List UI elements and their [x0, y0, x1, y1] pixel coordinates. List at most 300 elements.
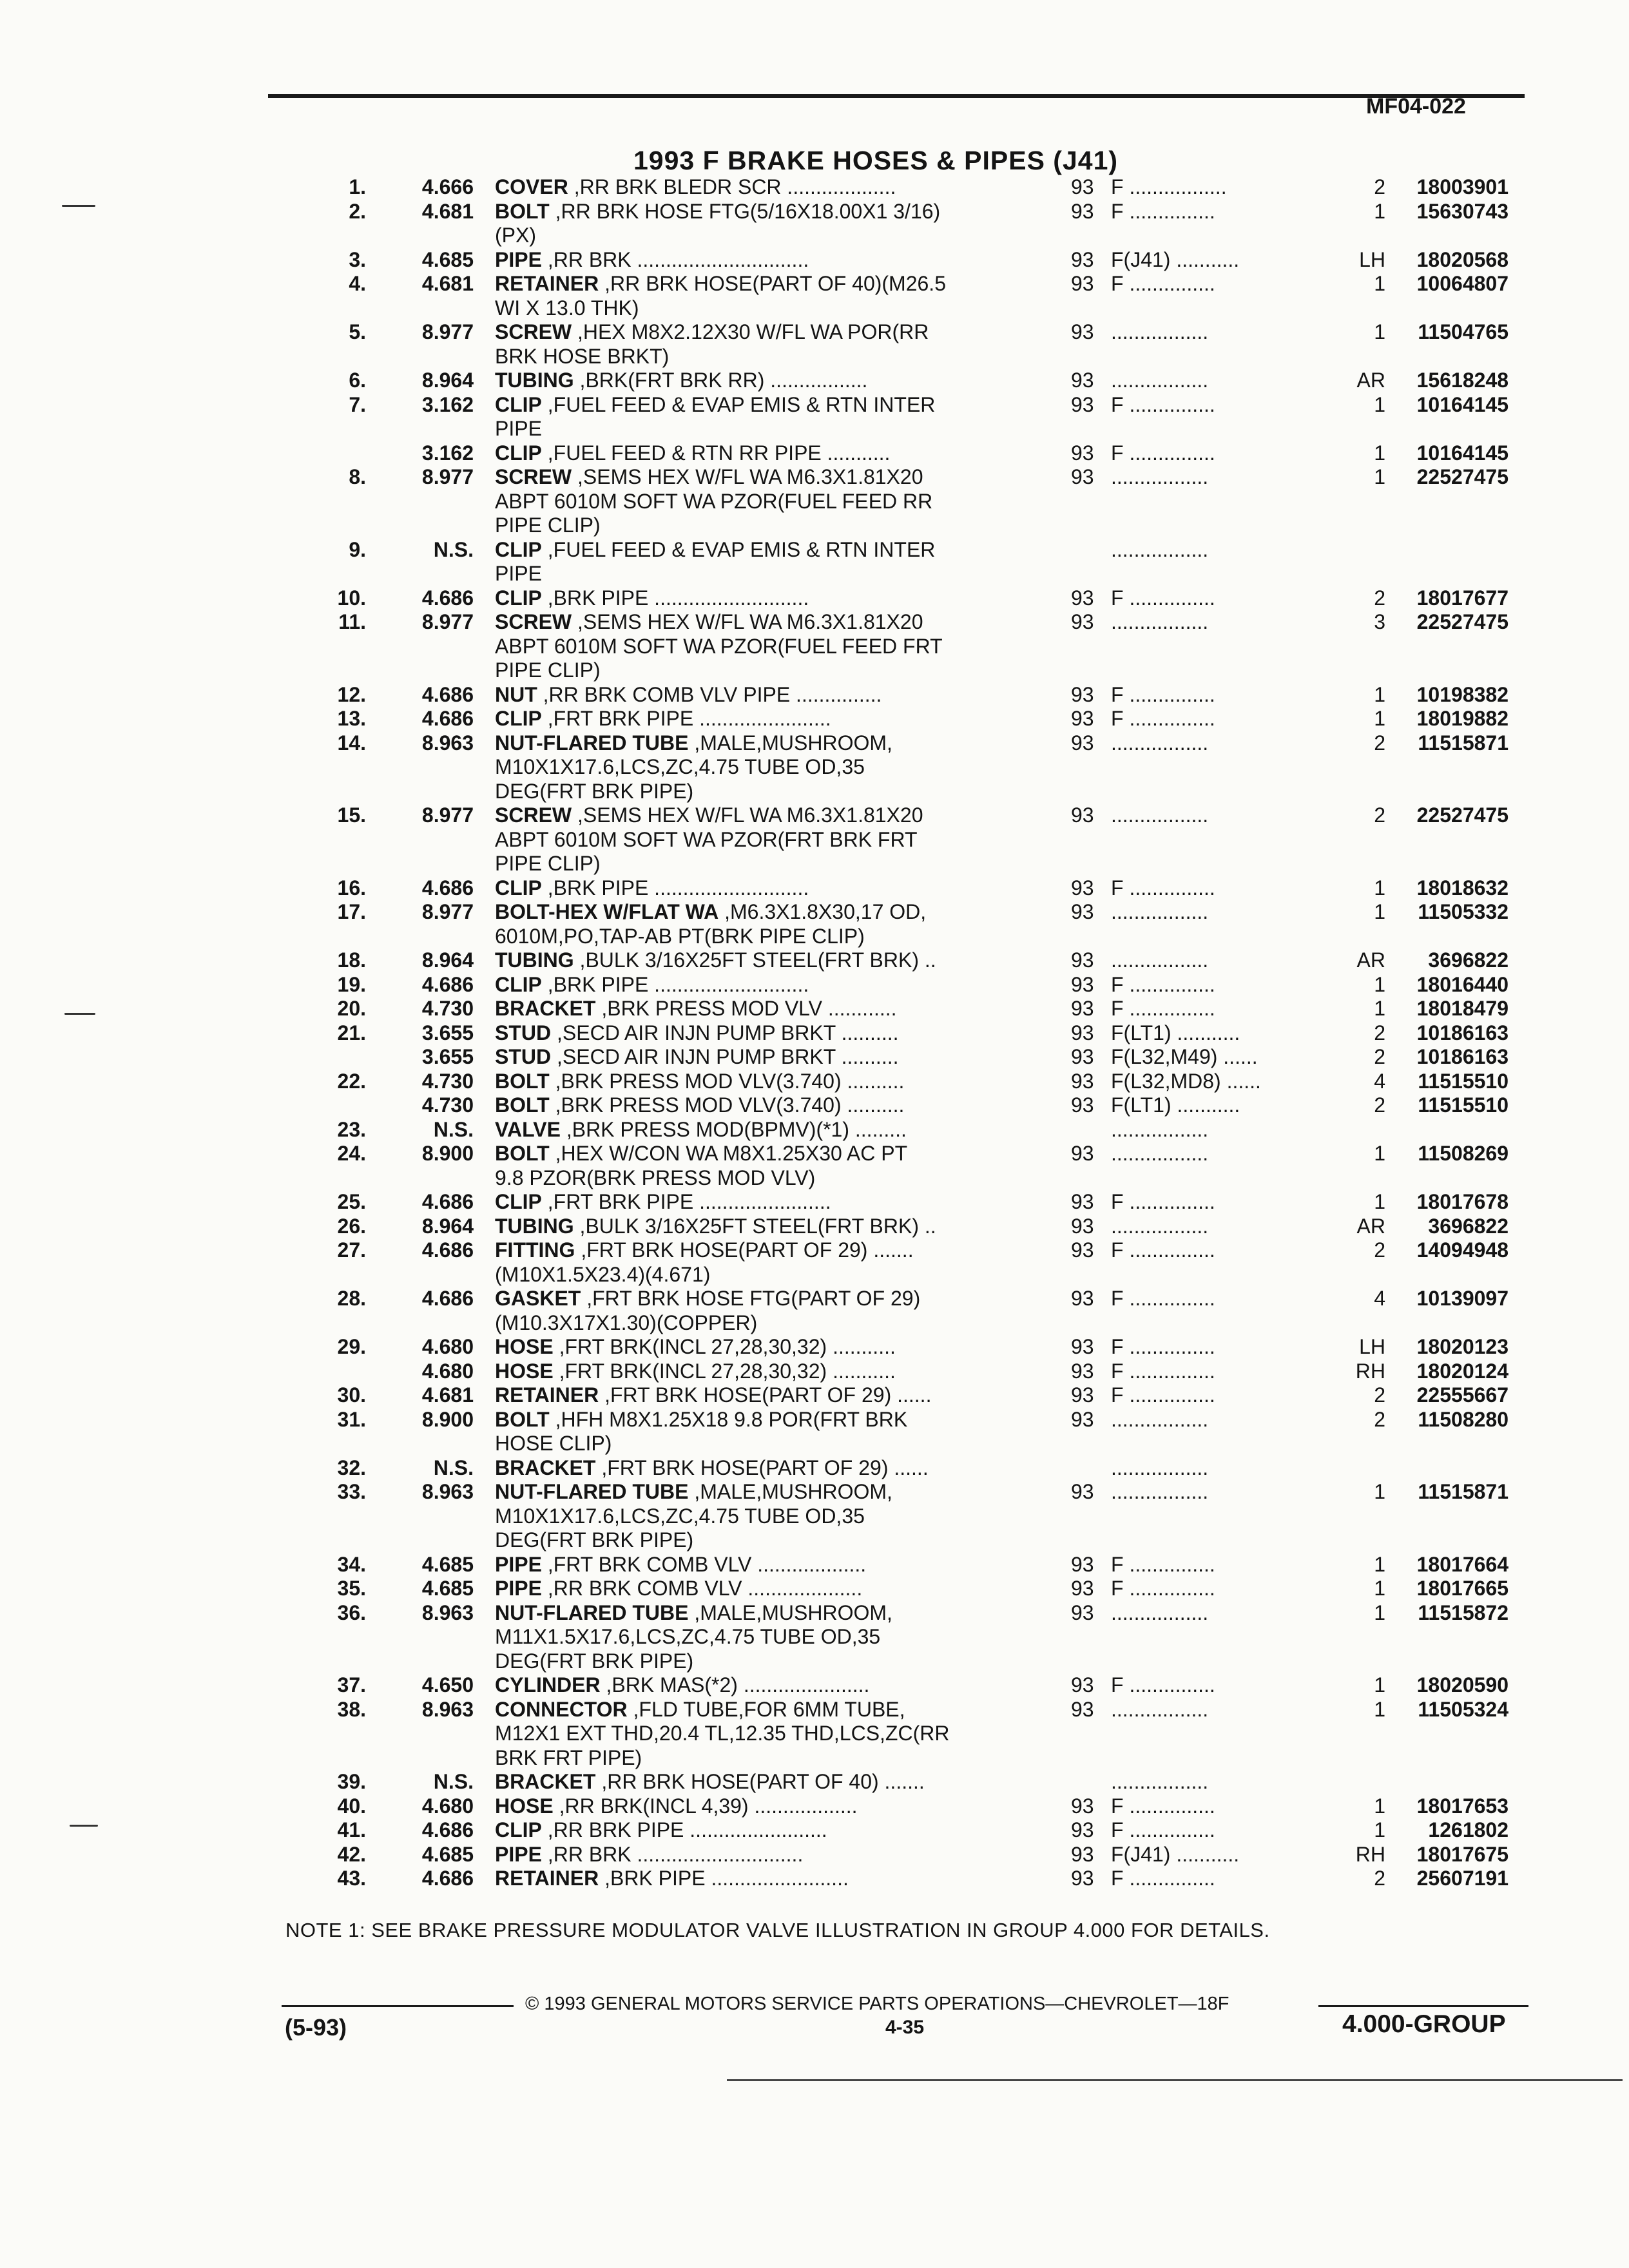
group-number: 3.162	[421, 441, 474, 465]
part-number: 10186163	[1416, 1021, 1509, 1044]
model-code: .................	[1111, 900, 1209, 923]
table-row	[0, 514, 1629, 538]
part-detail: ,BRK PRESS MOD VLV(3.740) ..........	[549, 1093, 905, 1117]
part-description	[495, 658, 601, 682]
part-description	[495, 417, 542, 441]
model-year: 93	[1071, 1867, 1094, 1890]
part-number: 11508280	[1418, 1407, 1509, 1431]
quantity: 1	[1374, 707, 1385, 730]
part-name: GASKET	[495, 1287, 581, 1310]
model-year: 93	[1071, 803, 1094, 827]
part-detail: ,BRK(FRT BRK RR) .................	[574, 369, 868, 392]
top-rule	[268, 94, 1525, 98]
item-number: 36.	[337, 1600, 366, 1624]
part-number: 11515510	[1418, 1093, 1509, 1117]
table-row	[0, 1528, 1629, 1553]
part-number: 10064807	[1416, 272, 1509, 295]
model-code: .................	[1111, 731, 1209, 754]
part-detail: BRK FRT PIPE)	[495, 1745, 642, 1769]
quantity: AR	[1356, 369, 1385, 392]
part-number: 10139097	[1416, 1287, 1509, 1310]
part-description	[495, 1360, 896, 1383]
model-code: F ...............	[1111, 682, 1215, 706]
model-year: 93	[1071, 1093, 1094, 1117]
model-code: .................	[1111, 1456, 1209, 1479]
part-description	[495, 1335, 896, 1359]
part-name: CLIP	[495, 876, 542, 899]
group-number: N.S.	[433, 1117, 474, 1141]
table-row	[0, 1093, 1629, 1118]
table-row	[0, 997, 1629, 1021]
item-number: 19.	[337, 972, 366, 996]
part-detail: ,SECD AIR INJN PUMP BRKT ..........	[551, 1021, 899, 1044]
table-row	[0, 1383, 1629, 1408]
part-detail: ,RR BRK(INCL 4,39) ..................	[553, 1794, 858, 1818]
quantity: 2	[1374, 1407, 1385, 1431]
quantity: 2	[1374, 1238, 1385, 1262]
quantity: 1	[1374, 1697, 1385, 1721]
part-description	[495, 1311, 757, 1335]
model-year: 93	[1071, 320, 1094, 343]
table-row	[0, 320, 1629, 345]
table-row	[0, 803, 1629, 828]
group-number: 8.977	[421, 803, 474, 827]
item-number: 26.	[337, 1214, 366, 1238]
part-description	[495, 707, 831, 731]
model-year: 93	[1071, 1045, 1094, 1068]
part-description	[495, 1215, 936, 1238]
part-description	[495, 1553, 866, 1577]
part-detail: ,FUEL FEED & RTN RR PIPE ...........	[541, 441, 891, 465]
part-detail: ,FUEL FEED & EVAP EMIS & RTN INTER	[541, 537, 936, 561]
part-number: 22527475	[1416, 803, 1509, 827]
part-description	[495, 1118, 907, 1142]
model-code: F ...............	[1111, 1552, 1215, 1576]
part-description	[495, 610, 923, 634]
item-number: 34.	[337, 1552, 366, 1576]
part-number: 18018479	[1416, 997, 1509, 1020]
quantity: 4	[1374, 1069, 1385, 1093]
group-number: 4.686	[421, 1238, 474, 1262]
date-code: (5-93)	[285, 2014, 347, 2041]
part-number: 11508269	[1418, 1142, 1509, 1165]
part-detail: ,HEX M8X2.12X30 W/FL WA POR(RR	[572, 320, 929, 343]
group-number: N.S.	[433, 537, 474, 561]
model-year: 93	[1071, 731, 1094, 754]
part-number: 10186163	[1416, 1045, 1509, 1068]
quantity: 1	[1374, 876, 1385, 899]
item-number: 37.	[337, 1673, 366, 1696]
table-row	[0, 731, 1629, 756]
table-row	[0, 1867, 1629, 1891]
part-description	[495, 538, 935, 562]
part-detail: ,RR BRK PIPE ........................	[541, 1818, 827, 1841]
part-name: NUT-FLARED TUBE	[495, 1600, 689, 1624]
part-detail: ABPT 6010M SOFT WA PZOR(FRT BRK FRT	[495, 827, 918, 851]
part-name: CLIP	[495, 537, 542, 561]
part-detail: BRK HOSE BRKT)	[495, 344, 670, 368]
part-detail: ,SEMS HEX W/FL WA M6.3X1.81X20	[572, 610, 923, 633]
group-number: 4.680	[421, 1794, 474, 1818]
part-description	[495, 780, 693, 803]
table-row	[0, 1408, 1629, 1432]
item-number: 4.	[349, 272, 366, 295]
quantity: 1	[1374, 1142, 1385, 1165]
part-detail: ,FRT BRK(INCL 27,28,30,32) ...........	[553, 1335, 896, 1358]
group-number: 4.681	[421, 199, 474, 223]
part-description	[495, 925, 865, 948]
item-number: 16.	[337, 876, 366, 899]
model-code: F ...............	[1111, 1577, 1215, 1600]
part-detail: ,BRK PRESS MOD VLV(3.740) ..........	[549, 1069, 905, 1093]
model-code: F ...............	[1111, 1190, 1215, 1213]
quantity: 3	[1374, 610, 1385, 633]
model-year: 93	[1071, 1697, 1094, 1721]
part-description	[495, 1867, 849, 1890]
model-year: 93	[1071, 441, 1094, 465]
part-description	[495, 465, 923, 489]
part-detail: ,BRK PIPE ...........................	[541, 876, 809, 899]
group-number: 4.686	[421, 876, 474, 899]
model-code: .................	[1111, 1117, 1209, 1141]
model-code: .................	[1111, 369, 1209, 392]
part-detail: ,RR BRK HOSE FTG(5/16X18.00X1 3/16)	[549, 199, 941, 223]
part-name: RETAINER	[495, 1867, 599, 1890]
part-description	[495, 1698, 905, 1722]
part-detail: ,RR BRK ..............................	[541, 247, 809, 271]
footnote: NOTE 1: SEE BRAKE PRESSURE MODULATOR VALVE ILLUSTRATION IN GROUP 4.000 FOR DETAILS.	[285, 1919, 1270, 1941]
part-name: CLIP	[495, 1818, 542, 1841]
table-row	[0, 852, 1629, 876]
part-detail: M10X1X17.6,LCS,ZC,4.75 TUBE OD,35	[495, 755, 865, 778]
model-code: F ...............	[1111, 1794, 1215, 1818]
table-row	[0, 1698, 1629, 1722]
table-row	[0, 610, 1629, 635]
model-year: 93	[1071, 1069, 1094, 1093]
footer-rule-left	[282, 2005, 514, 2007]
table-row	[0, 683, 1629, 707]
group-number: 4.685	[421, 1842, 474, 1866]
quantity: 2	[1374, 175, 1385, 198]
part-number: 10164145	[1416, 441, 1509, 465]
quantity: 2	[1374, 586, 1385, 610]
part-detail: ,FRT BRK HOSE(PART OF 29) .......	[575, 1238, 914, 1262]
table-row	[0, 1166, 1629, 1191]
group-number: 8.977	[421, 900, 474, 923]
part-detail: ,FUEL FEED & EVAP EMIS & RTN INTER	[541, 392, 936, 416]
part-detail: PIPE CLIP)	[495, 658, 601, 682]
parts-list	[0, 175, 1629, 1891]
item-number: 2.	[349, 199, 366, 223]
part-name: BRACKET	[495, 1456, 596, 1479]
part-name: CLIP	[495, 707, 542, 730]
model-year: 93	[1071, 1407, 1094, 1431]
model-year: 93	[1071, 997, 1094, 1020]
item-number: 9.	[349, 537, 366, 561]
group-number: 3.655	[421, 1045, 474, 1068]
model-code: .................	[1111, 1480, 1209, 1503]
group-number: 3.162	[421, 392, 474, 416]
table-row	[0, 1601, 1629, 1626]
quantity: 1	[1374, 1600, 1385, 1624]
group-number: 4.730	[421, 1069, 474, 1093]
model-year: 93	[1071, 465, 1094, 488]
table-row	[0, 876, 1629, 901]
part-description	[495, 997, 897, 1021]
model-year: 93	[1071, 1552, 1094, 1576]
model-code: F ...............	[1111, 1359, 1215, 1383]
part-description	[495, 852, 601, 876]
part-description	[495, 683, 882, 707]
model-year: 93	[1071, 1142, 1094, 1165]
part-detail: ,M6.3X1.8X30,17 OD,	[718, 900, 927, 923]
group-number: 4.650	[421, 1673, 474, 1696]
model-code: F ...............	[1111, 876, 1215, 899]
item-number: 1.	[349, 175, 366, 198]
group-number: 4.730	[421, 1093, 474, 1117]
part-description	[495, 1045, 898, 1069]
part-number: 11505332	[1418, 900, 1509, 923]
model-code: F .................	[1111, 175, 1227, 198]
model-year: 93	[1071, 1794, 1094, 1818]
table-row	[0, 490, 1629, 514]
table-row	[0, 1335, 1629, 1360]
part-description	[495, 1601, 892, 1625]
group-number: 4.685	[421, 247, 474, 271]
table-row	[0, 562, 1629, 586]
model-year: 93	[1071, 586, 1094, 610]
quantity: 1	[1374, 392, 1385, 416]
part-name: CLIP	[495, 586, 542, 610]
table-row	[0, 658, 1629, 683]
part-number: 18016440	[1416, 972, 1509, 996]
part-description	[495, 1456, 929, 1480]
table-row	[0, 973, 1629, 997]
quantity: RH	[1355, 1842, 1385, 1866]
part-name: SCREW	[495, 320, 572, 343]
part-description	[495, 1577, 862, 1600]
group-number: 4.680	[421, 1335, 474, 1358]
part-description	[495, 369, 867, 392]
part-description	[495, 490, 932, 514]
item-number: 27.	[337, 1238, 366, 1262]
part-detail: DEG(FRT BRK PIPE)	[495, 779, 694, 803]
item-number: 14.	[337, 731, 366, 754]
table-row	[0, 1649, 1629, 1674]
model-code: F ...............	[1111, 272, 1215, 295]
item-number: 24.	[337, 1142, 366, 1165]
part-detail: (M10.3X17X1.30)(COPPER)	[495, 1311, 758, 1334]
part-name: CLIP	[495, 392, 542, 416]
footer-rule-right	[1318, 2005, 1528, 2007]
item-number: 41.	[337, 1818, 366, 1841]
part-name: HOSE	[495, 1794, 554, 1818]
model-year: 93	[1071, 199, 1094, 223]
part-name: PIPE	[495, 1552, 542, 1576]
table-row	[0, 1215, 1629, 1239]
part-description	[495, 1843, 803, 1867]
part-detail: PIPE	[495, 562, 542, 585]
model-year: 93	[1071, 1383, 1094, 1407]
table-row	[0, 1311, 1629, 1336]
part-detail: PIPE	[495, 417, 542, 440]
part-detail: DEG(FRT BRK PIPE)	[495, 1649, 694, 1673]
part-name: TUBING	[495, 1214, 574, 1238]
group-number: 4.686	[421, 586, 474, 610]
model-code: .................	[1111, 1697, 1209, 1721]
part-description	[495, 755, 865, 779]
table-row	[0, 707, 1629, 731]
part-description	[495, 1383, 931, 1407]
model-year: 93	[1071, 1600, 1094, 1624]
quantity: 1	[1374, 1673, 1385, 1696]
model-year: 93	[1071, 1359, 1094, 1383]
model-year: 93	[1071, 1842, 1094, 1866]
quantity: AR	[1356, 1214, 1385, 1238]
item-number: 38.	[337, 1697, 366, 1721]
quantity: 1	[1374, 1818, 1385, 1841]
part-name: HOSE	[495, 1335, 554, 1358]
item-number: 20.	[337, 997, 366, 1020]
part-number: 22527475	[1416, 465, 1509, 488]
item-number: 8.	[349, 465, 366, 488]
quantity: 1	[1374, 1794, 1385, 1818]
model-code: .................	[1111, 610, 1209, 633]
item-number: 42.	[337, 1842, 366, 1866]
part-name: SCREW	[495, 803, 572, 827]
item-number: 13.	[337, 707, 366, 730]
group-number: N.S.	[433, 1456, 474, 1479]
model-code: F(J41) ...........	[1111, 1842, 1240, 1866]
table-row	[0, 1190, 1629, 1215]
part-number: 18017664	[1416, 1552, 1509, 1576]
model-code: F ...............	[1111, 1867, 1215, 1890]
model-code: F ...............	[1111, 199, 1215, 223]
part-number: 15630743	[1416, 199, 1509, 223]
part-detail: ,FRT BRK PIPE .......................	[541, 1190, 831, 1213]
part-name: FITTING	[495, 1238, 575, 1262]
model-code: .................	[1111, 1214, 1209, 1238]
table-row	[0, 296, 1629, 321]
model-code: .................	[1111, 1407, 1209, 1431]
part-detail: ,BRK PRESS MOD(BPMV)(*1) .........	[560, 1117, 907, 1141]
part-description	[495, 828, 918, 852]
group-number: 8.900	[421, 1142, 474, 1165]
part-name: RETAINER	[495, 272, 599, 295]
quantity: 1	[1374, 1480, 1385, 1503]
part-name: BOLT	[495, 199, 550, 223]
part-description	[495, 900, 926, 924]
item-number: 5.	[349, 320, 366, 343]
part-detail: WI X 13.0 THK)	[495, 296, 639, 320]
table-row	[0, 1818, 1629, 1843]
quantity: LH	[1359, 247, 1385, 271]
part-name: BOLT	[495, 1069, 550, 1093]
model-code: F ...............	[1111, 1818, 1215, 1841]
part-detail: DEG(FRT BRK PIPE)	[495, 1528, 694, 1552]
quantity: 1	[1374, 441, 1385, 465]
model-year: 93	[1071, 972, 1094, 996]
part-description	[495, 803, 923, 827]
group-number: N.S.	[433, 1770, 474, 1793]
part-name: PIPE	[495, 247, 542, 271]
item-number: 17.	[337, 900, 366, 923]
part-detail: ,RR BRK COMB VLV PIPE ...............	[537, 682, 882, 706]
table-row	[0, 369, 1629, 393]
model-code: .................	[1111, 1600, 1209, 1624]
part-description	[495, 1263, 710, 1287]
quantity: RH	[1355, 1359, 1385, 1383]
model-code: F ...............	[1111, 441, 1215, 465]
table-row	[0, 1360, 1629, 1384]
part-name: BOLT	[495, 1407, 550, 1431]
item-number: 15.	[337, 803, 366, 827]
quantity: 2	[1374, 803, 1385, 827]
group-number: 4.686	[421, 1818, 474, 1841]
part-detail: ,BULK 3/16X25FT STEEL(FRT BRK) ..	[574, 1214, 936, 1238]
part-number: 15618248	[1416, 369, 1509, 392]
part-detail: ,FRT BRK(INCL 27,28,30,32) ...........	[553, 1359, 896, 1383]
part-number: 11505324	[1418, 1697, 1509, 1721]
table-row	[0, 417, 1629, 441]
part-name: BOLT-HEX W/FLAT WA	[495, 900, 719, 923]
part-detail: ,FRT BRK HOSE(PART OF 29) ......	[595, 1456, 929, 1479]
table-row	[0, 1794, 1629, 1819]
model-code: F ...............	[1111, 1287, 1215, 1310]
part-detail: ABPT 6010M SOFT WA PZOR(FUEL FEED FRT	[495, 634, 943, 658]
part-detail: ,SECD AIR INJN PUMP BRKT ..........	[551, 1045, 899, 1068]
part-detail: ,FRT BRK HOSE FTG(PART OF 29)	[581, 1287, 921, 1310]
part-detail: ABPT 6010M SOFT WA PZOR(FUEL FEED RR	[495, 489, 933, 513]
part-name: SCREW	[495, 465, 572, 488]
group-number: 8.964	[421, 1214, 474, 1238]
model-code: F(L32,MD8) ......	[1111, 1069, 1261, 1093]
part-number: 18017665	[1416, 1577, 1509, 1600]
part-number: 11515871	[1418, 731, 1509, 754]
quantity: 2	[1374, 1093, 1385, 1117]
item-number: 29.	[337, 1335, 366, 1358]
page-number: 4-35	[885, 2017, 925, 2038]
quantity: 1	[1374, 272, 1385, 295]
table-row	[0, 224, 1629, 248]
part-description	[495, 1142, 907, 1166]
group-number: 4.686	[421, 707, 474, 730]
part-number: 22527475	[1416, 610, 1509, 633]
model-code: F(LT1) ...........	[1111, 1093, 1240, 1117]
table-row	[0, 1553, 1629, 1577]
part-detail: ,RR BRK HOSE(PART OF 40)(M26.5	[599, 272, 946, 295]
table-row	[0, 538, 1629, 562]
part-description	[495, 1238, 914, 1262]
part-description	[495, 1818, 827, 1842]
table-row	[0, 1021, 1629, 1046]
item-number: 43.	[337, 1867, 366, 1890]
part-detail: ,SEMS HEX W/FL WA M6.3X1.81X20	[572, 465, 923, 488]
part-detail: M10X1X17.6,LCS,ZC,4.75 TUBE OD,35	[495, 1504, 865, 1528]
table-row	[0, 200, 1629, 224]
quantity: 4	[1374, 1287, 1385, 1310]
model-year: 93	[1071, 1673, 1094, 1696]
model-year: 93	[1071, 1287, 1094, 1310]
part-detail: ,RR BRK BLEDR SCR ...................	[568, 175, 896, 198]
model-code: F ...............	[1111, 586, 1215, 610]
part-number: 11504765	[1418, 320, 1509, 343]
part-number: 18019882	[1416, 707, 1509, 730]
part-detail: ,FLD TUBE,FOR 6MM TUBE,	[627, 1697, 905, 1721]
model-year: 93	[1071, 1214, 1094, 1238]
item-number: 3.	[349, 247, 366, 271]
group-number: 4.686	[421, 682, 474, 706]
